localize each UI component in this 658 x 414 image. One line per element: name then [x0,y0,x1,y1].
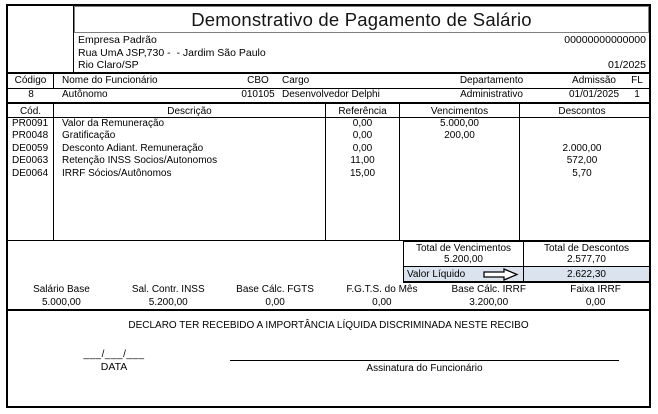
signature-label: Assinatura do Funcionário [366,363,483,374]
item-earnings: 200,00 [444,130,475,142]
items-deductions-header: Descontos [558,106,606,117]
totals-box [403,241,649,283]
total-earnings-value: 5.200,00 [444,254,483,265]
base-value: 0,00 [265,297,285,308]
payslip-document [6,4,651,408]
net-value-row [404,266,649,283]
item-reference: 15,00 [349,167,376,179]
header [8,6,649,72]
items-earnings-header: Vencimentos [400,104,520,117]
item-deductions: 5,70 [572,167,592,179]
net-value: 2.622,30 [567,269,606,280]
net-value-label: Valor Líquido [407,268,466,280]
company-name: Empresa Padrão [78,34,157,46]
employee-role-label: Cargo [282,75,310,86]
declaration-section [8,311,649,406]
item-code: PR0048 [12,130,49,142]
base-column [8,283,115,309]
title-box [74,6,649,33]
declaration-text: DECLARO TER RECEBIDO A IMPORTÂNCIA LÍQUIDA DISCRIMINADA NESTE RECIBO [128,320,529,331]
base-label: Faixa IRRF [570,284,621,295]
employee-code-label: Código [8,74,54,88]
item-deductions: 572,00 [566,155,598,167]
base-label: Sal. Contr. INSS [131,284,205,295]
totals-spacer [8,241,403,283]
employee-sheet-label: FL [631,75,643,86]
items-code-header: Cód. [8,104,54,117]
items-deductions-column [520,118,644,240]
employee-code: 8 [28,89,34,100]
employee-admission-label: Admissão [572,75,616,86]
employee-sheet: 1 [634,89,640,100]
base-column [328,283,435,309]
item-deductions [520,130,644,142]
base-value: 5.200,00 [148,297,188,308]
base-value: 5.000,00 [41,297,81,308]
signature-block [230,347,619,375]
totals-section [8,241,649,283]
item-description: Retenção INSS Socios/Autonomos [62,155,218,167]
employee-role: Desenvolvedor Delphi [282,89,380,100]
item-earnings: 5.000,00 [440,118,479,129]
company-block [74,33,649,72]
base-column [435,283,542,309]
total-earnings-label: Total de Vencimentos [415,243,512,254]
company-address: Rua UmA JSP,730 - - Jardim São Paulo [78,46,266,59]
item-earnings [400,155,519,167]
item-description: Gratificação [62,130,116,142]
base-column [222,283,329,309]
items-earnings-column [400,118,520,240]
items-reference-header: Referência [326,104,400,117]
employee-department-label: Departamento [459,75,524,86]
reference-period: 01/2025 [608,59,646,71]
item-code: DE0059 [12,142,49,154]
total-deductions-value: 2.577,70 [567,254,606,265]
base-label: F.G.T.S. do Mês [346,284,418,295]
item-code: DE0064 [12,167,49,179]
item-reference: 0,00 [352,118,373,129]
base-label: Salário Base [33,284,90,295]
items-table-body [8,118,649,241]
company-city: Rio Claro/SP [78,59,139,71]
logo-placeholder [8,6,74,72]
employee-section [8,72,649,102]
items-description-header: Descrição [54,104,326,117]
employee-cbo: 010105 [241,89,275,100]
base-value: 0,00 [585,297,606,308]
base-column [542,283,649,309]
item-earnings [400,143,519,155]
employee-department: Administrativo [460,89,523,100]
right-arrow-icon [483,268,519,281]
item-earnings [400,168,519,180]
item-description: Desconto Adiant. Remuneração [62,142,204,154]
item-reference: 0,00 [352,142,373,154]
total-deductions-label: Total de Descontos [543,243,630,254]
base-label: Base Cálc. IRRF [451,284,526,295]
base-value: 0,00 [372,297,392,308]
items-description-column [54,118,326,240]
item-deductions [520,118,644,130]
employee-value-row [8,89,649,102]
employee-cbo-label: CBO [247,75,269,86]
header-right [74,6,649,72]
signature-line [230,347,619,361]
page-title: Demonstrativo de Pagamento de Salário [191,8,532,30]
items-table-header [8,102,649,118]
item-code: PR0091 [12,118,49,129]
item-reference: 0,00 [352,130,373,142]
base-value: 3.200,00 [469,297,509,308]
base-label: Base Cálc. FGTS [236,284,314,295]
employee-name-label: Nome do Funcionário [62,75,158,86]
item-description: IRRF Sócios/Autônomos [62,167,172,179]
item-reference: 11,00 [350,155,375,167]
bases-section [8,283,649,311]
item-deductions: 2.000,00 [562,142,602,154]
item-description: Valor da Remuneração [62,118,165,129]
items-code-column [8,118,54,240]
employee-header-row [8,74,649,88]
date-placeholder: ___/___/___ [83,349,145,360]
date-block [64,347,164,375]
items-reference-column [326,118,400,240]
company-cnpj: 00000000000000 [564,34,646,46]
item-code: DE0063 [12,155,49,167]
employee-name: Autônomo [62,89,108,100]
employee-admission: 01/01/2025 [568,89,620,100]
base-column [115,283,222,309]
date-label: DATA [100,361,128,373]
